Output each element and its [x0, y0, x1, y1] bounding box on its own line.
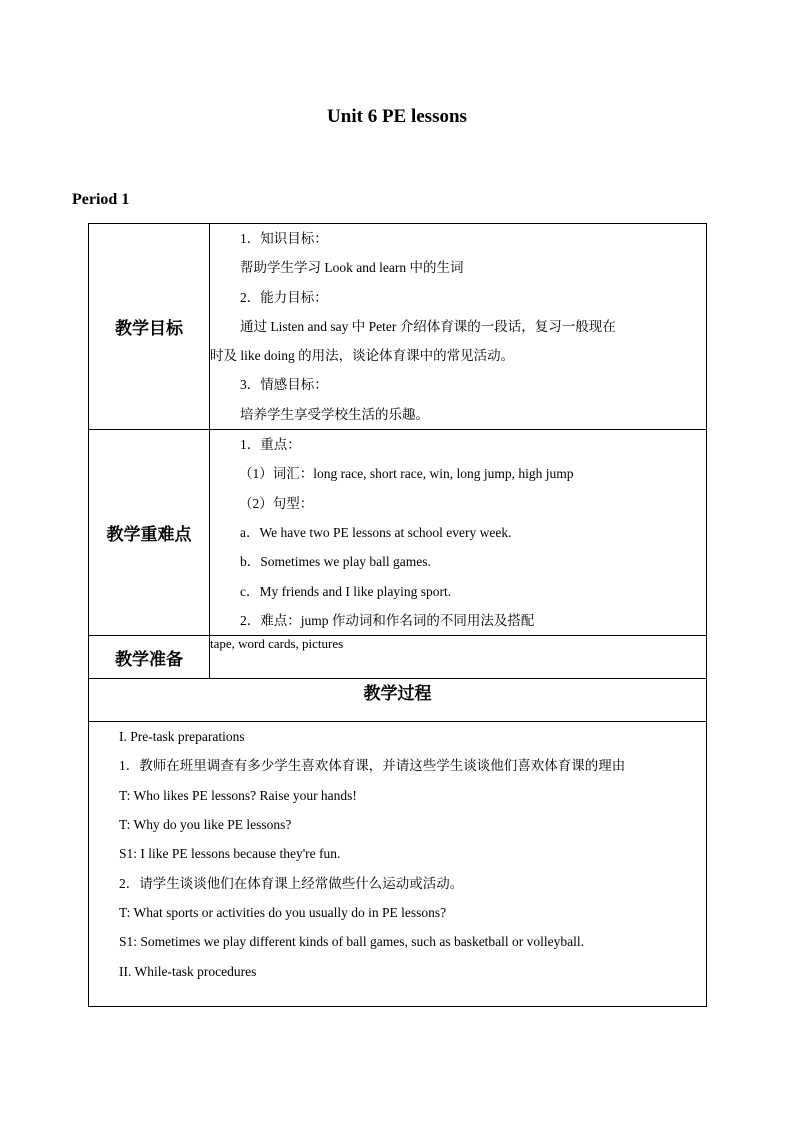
preparation-row	[89, 636, 707, 679]
process-line: I. Pre-task preparations	[119, 729, 245, 745]
preparation-label: 教学准备	[89, 636, 210, 679]
key-points-row	[89, 430, 707, 636]
process-line: 1．教师在班里调查有多少学生喜欢体育课，并请这些学生谈谈他们喜欢体育课的理由	[119, 758, 626, 774]
objectives-row	[89, 224, 707, 430]
key-points-line: c．My friends and I like playing sport.	[240, 583, 452, 599]
process-line: 2．请学生谈谈他们在体育课上经常做些什么运动或活动。	[119, 875, 464, 891]
process-header-row	[89, 679, 707, 722]
objectives-line: 时及 like doing 的用法，谈论体育课中的常见活动。	[210, 348, 515, 364]
key-points-line: b．Sometimes we play ball games.	[240, 554, 431, 570]
process-line: T: Why do you like PE lessons?	[119, 817, 292, 833]
process-line: T: Who likes PE lessons? Raise your hands!	[119, 787, 357, 803]
key-points-label: 教学重难点	[89, 430, 210, 636]
process-line: T: What sports or activities do you usually do in PE lessons?	[119, 904, 447, 920]
document-title: Unit 6 PE lessons	[327, 106, 467, 127]
key-points-line: （2）句型：	[239, 495, 314, 511]
process-line: S1: I like PE lessons because they're fun.	[119, 846, 341, 862]
period-heading: Period 1	[72, 191, 130, 208]
process-row	[89, 722, 707, 1007]
objectives-content	[210, 224, 707, 430]
key-points-content	[210, 430, 707, 636]
process-line: II. While-task procedures	[119, 963, 257, 979]
objectives-line: 1．知识目标：	[240, 231, 328, 246]
objectives-line: 2．能力目标：	[240, 289, 328, 305]
process-content	[89, 722, 707, 1007]
process-heading: 教学过程	[89, 679, 707, 722]
process-line: S1: Sometimes we play different kinds of ball games, such as basketball or volleyball.	[119, 934, 585, 950]
key-points-line: 1．重点：	[240, 437, 301, 453]
key-points-line: 2．难点：jump 作动词和作名词的不同用法及搭配	[240, 612, 535, 628]
key-points-line: a．We have two PE lessons at school every week.	[240, 524, 512, 540]
key-points-line: （1）词汇：long race, short race, win, long jump, high jump	[239, 466, 574, 482]
objectives-line: 3．情感目标：	[240, 377, 328, 393]
lesson-plan-table	[88, 223, 707, 1007]
objectives-line: 通过 Listen and say 中 Peter 介绍体育课的一段话，复习一般现在	[240, 318, 616, 334]
objectives-line: 帮助学生学习 Look and learn 中的生词	[240, 260, 464, 276]
preparation-value: tape, word cards, pictures	[210, 636, 707, 679]
objectives-label: 教学目标	[89, 224, 210, 430]
objectives-line: 培养学生享受学校生活的乐趣。	[240, 406, 429, 422]
